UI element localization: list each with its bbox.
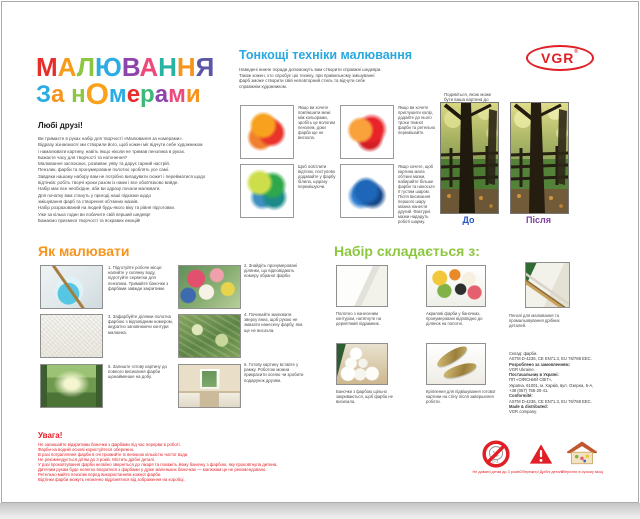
title-line-1 — [36, 54, 214, 81]
title-line-1-line: М — [36, 52, 58, 82]
step-text-3: 3. Зафарбуйте ділянки полотна фарбою з відповідним номером, акуратно заповнюючи контури малюнка. — [108, 314, 173, 335]
kit-photo-hooks — [426, 343, 486, 385]
paint-swatch-4 — [340, 164, 394, 218]
title-line-1-line: Н — [176, 52, 196, 82]
technique-intro-line: Також кожен, хто спробує цю техніку, при правильному змішуванні — [239, 72, 375, 78]
manufacturer-info-line: ASTM D-4236, CE EN71.3, EU 76/768 EEC. — [509, 398, 592, 404]
intro-text-line: Завдяки нашому набору вам не потрібно вигадувати сюжет і перейматися щодо — [38, 173, 206, 179]
technique-intro-line: фарб зможе створити свій неповторний стиль та відчути себе — [239, 78, 366, 83]
red-blob-icon — [344, 109, 390, 155]
step-photo-room-interior — [178, 364, 241, 408]
howto-heading: Як малювати — [38, 243, 130, 259]
step-text-2: 2. Знайдіть пронумеровані ділянки, що відповідають номеру обраної фарби. — [244, 263, 298, 279]
kit-photo-brushes — [525, 262, 570, 308]
manufacturer-info — [509, 351, 631, 415]
tip-caption-2: Якщо ви хочете приглушити колір, додайте до нього трохи темної фарби та ретельно перемішайте. — [398, 105, 436, 135]
manufacturer-info-line: Постачальник в Україні: — [509, 372, 559, 378]
green-blue-blob-icon — [244, 168, 290, 214]
title-line-1-line: В — [121, 52, 140, 82]
title-line-2-line: м — [108, 81, 127, 108]
intro-text-line: Бажаєте часу для творчості та натхнення? — [38, 154, 128, 160]
step-photo-canvas — [40, 314, 103, 358]
warning-text-line: Не залишайте відкритими баночки з фарбами під час перерви в роботі. — [38, 442, 181, 447]
intro-text-line: Бажаємо приємної творчості та яскравих емоцій! — [38, 217, 141, 223]
title-line-2-line: О — [85, 78, 109, 111]
before-after-note-line: бути ваша картина до — [444, 97, 489, 103]
forest-painting-after-image — [511, 103, 568, 213]
title-line-2 — [36, 78, 214, 111]
title-line-2-line: м — [168, 81, 186, 108]
paint-swatch-2 — [340, 105, 394, 159]
kit-caption-4: Баночки з фарбою щільно закриваються, щоб фарба не висихала. — [336, 389, 393, 404]
intro-text-line: Набір має все необхідне, аби ви одразу почали малювати. — [38, 186, 161, 192]
warning-text-line: Ретельно мийте пензлик перед використанням кожної фарби. — [38, 472, 162, 478]
manufacturer-info-line: Україна, 61001, м. Харків, вул. Озерна, 5-А, — [509, 382, 594, 388]
title-line-1-line: Н — [158, 52, 177, 82]
intro-text-line: Пензлик, фарби та пронумероване полотно зроблять усе самі. — [38, 167, 170, 173]
step-photo-water-jar — [40, 265, 103, 309]
title-line-2-line: и — [185, 81, 201, 108]
before-after-note-line: Подивіться, якою може — [444, 92, 492, 97]
vgr-logo-text: VGR — [540, 50, 575, 66]
technique-section — [239, 48, 439, 89]
title-line-1-line: Л — [76, 52, 96, 82]
title-line-1-line: Я — [195, 52, 215, 82]
title-line-1-line: Ю — [95, 52, 122, 82]
intro-section — [38, 121, 238, 224]
warning-text-line: Відтінки фарби можуть незначно відрізнятися від зображення на коробці. — [38, 477, 185, 483]
technique-heading: Тонкощі техніки малювання — [239, 48, 413, 62]
step-text-4: 4. Починайте малювати зверху вниз, щоб рукою не змазати нанесену фарбу, яка ще не висохла. — [244, 312, 303, 333]
step-text-6: 6. Готову картину вставте у рамку. Роботою можна прикрасити оселю чи зробити подарунок друзям. — [244, 362, 304, 383]
title-line-2-line: е — [126, 81, 141, 108]
warning-text — [38, 442, 448, 482]
intro-text — [38, 136, 238, 224]
registered-mark-icon: ® — [574, 49, 580, 55]
manufacturer-info-line: Made & distributed: — [509, 403, 549, 409]
no-children-caption: Не давати дітям до 3 років — [472, 470, 520, 474]
before-figure — [440, 102, 499, 214]
warning-text-line: Не рекомендується дітям до 3 років. Містить дрібні деталі. — [38, 457, 156, 463]
manufacturer-info-line: ASTM D-4236, CE EN71.3, EU 76/768 EEC. — [509, 356, 592, 362]
kit-photo-canvas-stretcher — [336, 265, 388, 307]
step-text-1: 1. Підготуйте робоче місце: налийте у склянку воду, підготуйте серветки для пензлика. Тримайте баночки з фарбами завжди закритими. — [108, 265, 169, 291]
step-photo-painting-progress — [178, 314, 241, 358]
kit-photo-white-pots — [336, 343, 388, 385]
tip-caption-1: Якщо ви хочете пом'якшити межі між кольорами, зробіть це вологим пензлем, доки фарба ще не висохла. — [298, 105, 335, 140]
intro-text-line: Ви тримаєте в руках набір для творчості «Малювання за номерами». — [38, 136, 183, 141]
intro-text-line: і намалювати картину, навіть якщо ніколи не тримав пензлика в руках. — [38, 148, 186, 154]
intro-text-line: змішування фарб та створення об'ємних мазків. — [38, 198, 139, 204]
manufacturer-info-line: +38 (057) 755-20-41. — [509, 388, 549, 394]
paint-swatch-1 — [240, 105, 294, 159]
manufacturer-info-line: Conformité: — [509, 393, 533, 399]
title-line-2-line: З — [36, 81, 52, 108]
manufacturer-info-line: Склад: фарби. — [509, 351, 538, 356]
title-line-1-line: А — [139, 52, 159, 82]
intro-text-line: Відразу зізнаємося: ми створили його, щоб кожен міг відчути себе художником — [38, 142, 203, 148]
title-line-2-line: н — [71, 81, 86, 108]
keep-dry-caption: Зберігати в сухому місці — [560, 470, 604, 474]
intro-heading: Любі друзі! — [38, 121, 83, 130]
title-line-2-line: а — [154, 81, 169, 108]
kit-heading: Набір складається з: — [334, 243, 480, 259]
title-line-2-line: а — [51, 81, 65, 108]
manufacturer-info-line: VGR company. — [509, 409, 538, 415]
packaging-sheet — [1, 1, 639, 503]
warning-triangle-icon — [529, 443, 553, 465]
kit-photo-paint-pots — [426, 265, 486, 307]
before-label: До — [462, 215, 475, 225]
manufacturer-info-line: ПП «ОФІСНИЙ СВІТ», — [509, 377, 553, 383]
bottom-shadow — [0, 503, 640, 519]
kit-caption-2: Акрилові фарби у баночках, пронумеровані відповідно до ділянок на полотні. — [426, 311, 483, 326]
keep-dry-house-icon — [567, 441, 597, 467]
warning-text-line: У разі проковтування фарби негайно зверніться до лікаря та покажіть йому баночку з фарбою, яку проковтнула дитина. — [38, 462, 278, 468]
technique-intro-line: Наведені нижче поради допоможуть вам створити справжні шедеври. — [239, 67, 382, 72]
warning-text-line: Фарби на водній основі користуйтеся обережно. — [38, 447, 135, 453]
intro-text-line: відтінків: робіть творчі кроки разом із нами і все обов'язково вийде. — [38, 180, 179, 186]
step-text-5: 5. Залиште готову картину до повного висихання фарби щонайменше на добу. — [108, 364, 167, 380]
tip-caption-3: Щоб освітлити відтінок, поступово додавайте у фарбу білила, щоразу перемішуючи. — [298, 164, 336, 189]
forest-painting-before-image — [441, 103, 498, 213]
after-label: Після — [526, 215, 551, 225]
after-figure — [510, 102, 569, 214]
technique-intro-line: справжнім художником. — [239, 83, 287, 89]
intro-text-line: Набір розрахований на людей будь-якого віку та рівня підготовки. — [38, 205, 176, 211]
warning-text-line: В разі потрапляння фарби в очі промийте їх великою кількістю чистої води. — [38, 452, 189, 458]
orange-red-blob-icon — [244, 109, 290, 155]
intro-text-line: Малювання заспокоює, розвиває уяву та дарує гарний настрій. — [38, 161, 171, 167]
kit-caption-3: Пензлі для малювання та промальовування дрібних деталей. — [509, 313, 560, 328]
manufacturer-info-line: VGR Ukraine. — [509, 366, 535, 372]
title-line-1-line: А — [57, 52, 77, 82]
step-photo-finished-painting — [40, 364, 103, 408]
title-line-2-line: р — [140, 81, 155, 108]
title — [36, 52, 215, 111]
manufacturer-info-line: Розроблено за замовленням: — [509, 361, 570, 367]
svg-text:0-3: 0-3 — [492, 458, 499, 464]
tip-caption-4: Якщо хочете, щоб картина мала об'ємні мазки, набирайте більше фарби та наносьте її густим шаром. Після висихання першого шару можна нанести другий. Фактурні мазки нададуть роботі шарму. — [398, 164, 435, 224]
paint-swatch-3 — [240, 164, 294, 218]
small-parts-caption: Обережно! Дрібні деталі — [519, 470, 563, 474]
vgr-logo — [526, 45, 594, 71]
warning-text-line: Дитячим рукам буде нелегко впоратися з фарбами у дуже маленьких баночках — малюкам це не рекомендовано. — [38, 467, 267, 473]
intro-text-line: Уже за кілька годин ви побачите свій перший шедевр! — [38, 211, 151, 217]
no-children-under-3-icon — [482, 440, 510, 468]
kit-caption-1: Полотно з нанесеним контуром, натягнуте на дерев'яний підрамник. — [336, 311, 382, 326]
kit-caption-5: Кріплення для підвішування готової картини на стіну після завершення роботи. — [426, 389, 496, 404]
step-photo-paints-flowers — [178, 265, 241, 309]
blue-blob-icon — [344, 168, 390, 214]
intro-text-line: Для початку вам стануть у пригоді наші підказки щодо — [38, 192, 152, 198]
technique-intro — [239, 67, 439, 89]
warning-heading: Увага! — [38, 431, 63, 440]
